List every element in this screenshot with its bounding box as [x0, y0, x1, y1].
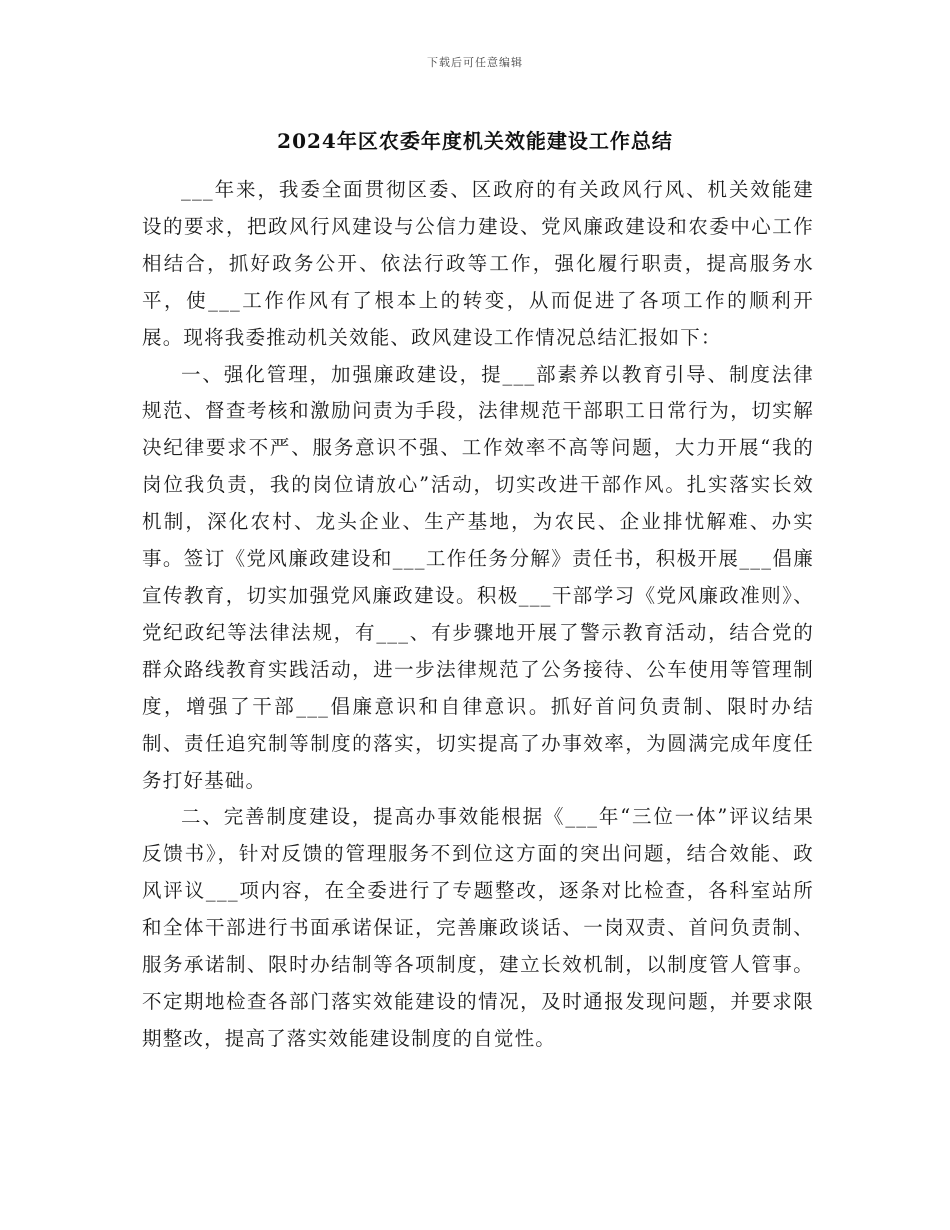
paragraph-section-1: 一、强化管理，加强廉政建设，提___部素养以教育引导、制度法律规范、督查考核和激励问责为手段，法律规范干部职工日常行为，切实解决纪律要求不严、服务意识不强、工作效率不高等问题，大力开展“我的岗位我负责，我的岗位请放心”活动，切实改进干部作风。扎实落实长效机制，深化农村、龙头企业、生产基地，为农民、企业排忧解难、办实事。签订《党风廉政建设和___工作任务分解》责任书，积极开展___倡廉宣传教育，切实加强党风廉政建设。积极___干部学习《党风廉政准则》、党纪政纪等法律法规，有___、有步骤地开展了警示教育活动，结合党的群众路线教育实践活动，进一步法律规范了公务接待、公车使用等管理制度，增强了干部___倡廉意识和自律意识。抓好首问负责制、限时办结制、责任追究制等制度的落实，切实提高了办事效率，为圆满完成年度任务打好基础。 [142, 362, 814, 792]
paragraph-section-2: 二、完善制度建设，提高办事效能根据《___年“三位一体”评议结果反馈书》，针对反馈的管理服务不到位这方面的突出问题，结合效能、政风评议___项内容，在全委进行了专题整改，逐条对比检查，各科室站所和全体干部进行书面承诺保证，完善廉政谈话、一岗双责、首问负责制、服务承诺制、限时办结制等各项制度，建立长效机制，以制度管人管事。不定期地检查各部门落实效能建设的情况，及时通报发现问题，并要求限期整改，提高了落实效能建设制度的自觉性。 [142, 805, 814, 1050]
header-note: 下载后可任意编辑 [427, 56, 523, 69]
paragraph-intro: ___年来，我委全面贯彻区委、区政府的有关政风行风、机关效能建设的要求，把政风行风建设与公信力建设、党风廉政建设和农委中心工作相结合，抓好政务公开、依法行政等工作，强化履行职责，提高服务水平，使___工作作风有了根本上的转变，从而促进了各项工作的顺利开展。现将我委推动机关效能、政风建设工作情况总结汇报如下： [142, 178, 814, 349]
document-body [142, 172, 814, 1058]
page-title: 2024年区农委年度机关效能建设工作总结 [277, 129, 673, 153]
